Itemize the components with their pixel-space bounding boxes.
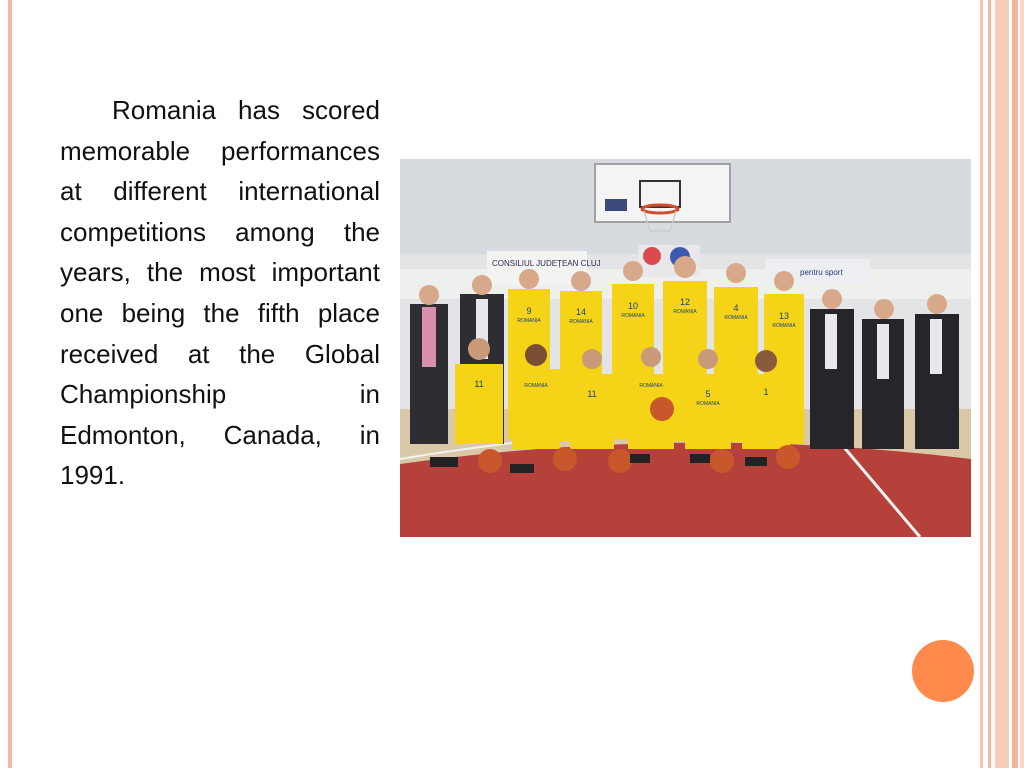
svg-text:ROMANIA: ROMANIA <box>517 318 541 324</box>
svg-text:ROMANIA: ROMANIA <box>524 383 548 389</box>
svg-text:9: 9 <box>526 306 532 316</box>
svg-text:11: 11 <box>474 379 484 389</box>
right-decorative-stripes <box>980 0 1024 768</box>
svg-text:ROMANIA: ROMANIA <box>639 383 663 389</box>
svg-text:ROMANIA: ROMANIA <box>696 401 720 407</box>
orange-circle-decoration <box>912 640 974 702</box>
svg-text:ROMANIA: ROMANIA <box>621 313 645 319</box>
svg-text:ROMANIA: ROMANIA <box>569 319 593 325</box>
svg-text:11: 11 <box>587 389 597 399</box>
svg-text:ROMANIA: ROMANIA <box>673 309 697 315</box>
svg-text:4: 4 <box>733 303 739 313</box>
svg-text:12: 12 <box>679 297 691 307</box>
svg-text:13: 13 <box>778 311 790 321</box>
body-paragraph: Romania has scored memorable performances at different international competitions among the years, the most important one being the fifth place received at the Global Championship in Edmonton, Canada, in 1991. <box>60 95 380 491</box>
svg-text:10: 10 <box>627 301 639 311</box>
svg-text:1: 1 <box>763 387 769 397</box>
banner-left-text: CONSILIUL JUDEȚEAN CLUJ <box>492 259 601 268</box>
svg-text:ROMANIA: ROMANIA <box>772 323 796 329</box>
svg-text:ROMANIA: ROMANIA <box>724 315 748 321</box>
left-decorative-stripe <box>8 0 12 768</box>
team-photo <box>400 159 971 537</box>
svg-text:5: 5 <box>705 389 711 399</box>
banner-right-text: pentru sport <box>800 268 843 277</box>
svg-text:14: 14 <box>575 307 587 317</box>
